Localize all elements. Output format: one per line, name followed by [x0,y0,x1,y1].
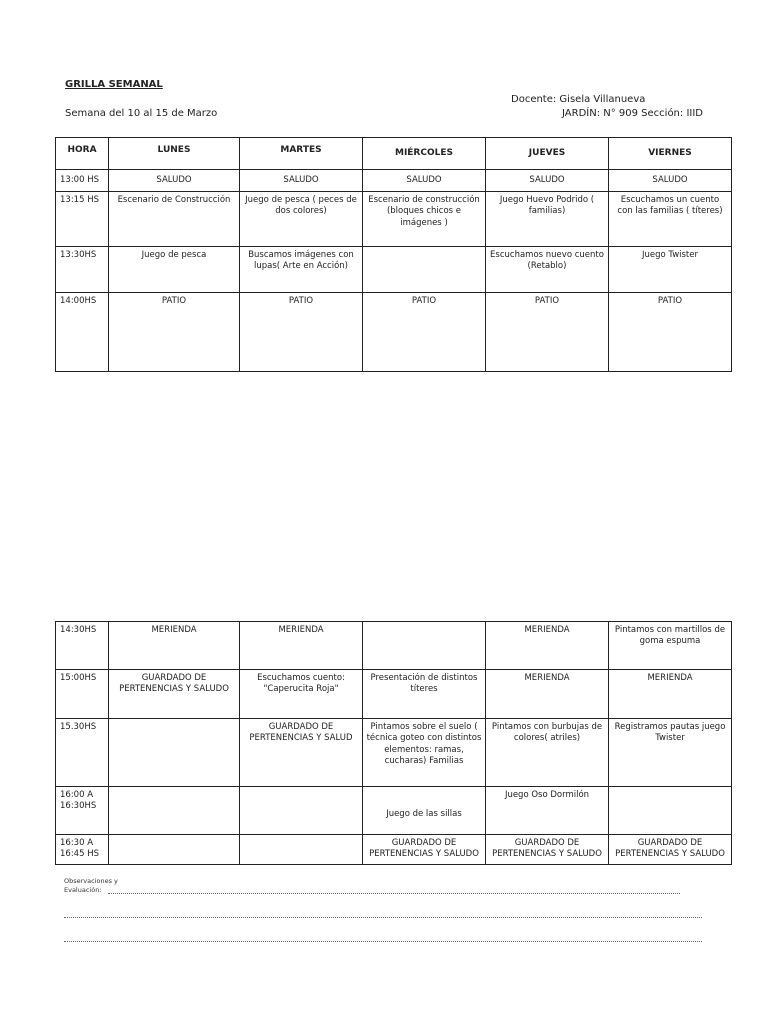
table-row [56,192,732,247]
table-cell: GUARDADO DE PERTENENCIAS Y SALUDO [609,835,732,865]
table-cell: Pintamos con burbujas de colores( atriles) [486,719,609,787]
column-header: VIERNES [609,138,732,170]
table-cell: SALUDO [109,170,240,192]
table-cell: MERIENDA [486,622,609,670]
table-cell: Juego Oso Dormilón [486,787,609,835]
table-cell: Escuchamos un cuento con las familias ( títeres) [609,192,732,247]
table-cell: SALUDO [609,170,732,192]
table-cell: Juego de las sillas [363,787,486,835]
table-cell [109,719,240,787]
table-cell: GUARDADO DE PERTENENCIAS Y SALUDO [486,835,609,865]
weekly-grid-morning [55,137,732,372]
table-row [56,293,732,372]
table-row [56,170,732,192]
table-cell: PATIO [609,293,732,372]
hour-cell: 14:30HS [56,622,109,670]
observations-line[interactable] [64,917,702,918]
document-title: GRILLA SEMANAL [65,79,163,90]
table-cell: GUARDADO DE PERTENENCIAS Y SALUDO [363,835,486,865]
table-cell: Pintamos con martillos de goma espuma [609,622,732,670]
table-cell: Escuchamos nuevo cuento (Retablo) [486,247,609,293]
table-cell: Juego de pesca [109,247,240,293]
table-cell [363,622,486,670]
table-cell [609,787,732,835]
hour-cell: 16:00 A 16:30HS [56,787,109,835]
table-cell: MERIENDA [486,670,609,719]
table-cell: SALUDO [363,170,486,192]
observations-line[interactable] [108,893,680,894]
header-row [56,138,732,170]
table-row [56,247,732,293]
hour-cell: 14:00HS [56,293,109,372]
observations-label-line2: Evaluación: [64,885,102,894]
table-cell: SALUDO [240,170,363,192]
table-row [56,719,732,787]
teacher-name: Docente: Gisela Villanueva [511,94,646,105]
table-cell: GUARDADO DE PERTENENCIAS Y SALUDO [109,670,240,719]
column-header: JUEVES [486,138,609,170]
table-cell [109,835,240,865]
table-cell: Escuchamos cuento: "Caperucita Roja" [240,670,363,719]
table-row [56,787,732,835]
table-cell: MERIENDA [240,622,363,670]
table-cell: Pintamos sobre el suelo ( técnica goteo con distintos elementos: ramas, cucharas) Familias [363,719,486,787]
table-row [56,835,732,865]
table-cell: Buscamos imágenes con lupas( Arte en Acción) [240,247,363,293]
week-range: Semana del 10 al 15 de Marzo [65,108,218,119]
table-cell: MERIENDA [609,670,732,719]
table-cell: Registramos pautas juego Twister [609,719,732,787]
table-cell [363,247,486,293]
observations-line[interactable] [64,941,702,942]
table-row [56,622,732,670]
hour-cell: 16:30 A 16:45 HS [56,835,109,865]
observations-label [64,877,118,895]
observations-label-line1: Observaciones y [64,877,118,885]
table-cell: Juego de pesca ( peces de dos colores) [240,192,363,247]
hour-cell: 15:00HS [56,670,109,719]
table-cell: Escenario de Construcción [109,192,240,247]
table-cell: Presentación de distintos títeres [363,670,486,719]
hour-cell: 13:00 HS [56,170,109,192]
table-cell: Juego Twister [609,247,732,293]
table-row [56,670,732,719]
column-header: HORA [56,138,109,170]
table-cell: PATIO [240,293,363,372]
table-cell: PATIO [486,293,609,372]
column-header: LUNES [109,138,240,170]
weekly-grid-afternoon [55,621,732,865]
table-cell: SALUDO [486,170,609,192]
table-cell: MERIENDA [109,622,240,670]
hour-cell: 13:15 HS [56,192,109,247]
jardin-section: JARDÍN: N° 909 Sección: IIID [562,108,703,119]
column-header: MIÉRCOLES [363,138,486,170]
table-cell [240,787,363,835]
table-cell [240,835,363,865]
table-cell: GUARDADO DE PERTENENCIAS Y SALUD [240,719,363,787]
table-cell: PATIO [109,293,240,372]
hour-cell: 13:30HS [56,247,109,293]
table-cell: Escenario de construcción (bloques chicos e imágenes ) [363,192,486,247]
table-cell: PATIO [363,293,486,372]
table-cell: Juego Huevo Podrido ( familias) [486,192,609,247]
column-header: MARTES [240,138,363,170]
table-cell [109,787,240,835]
hour-cell: 15.30HS [56,719,109,787]
